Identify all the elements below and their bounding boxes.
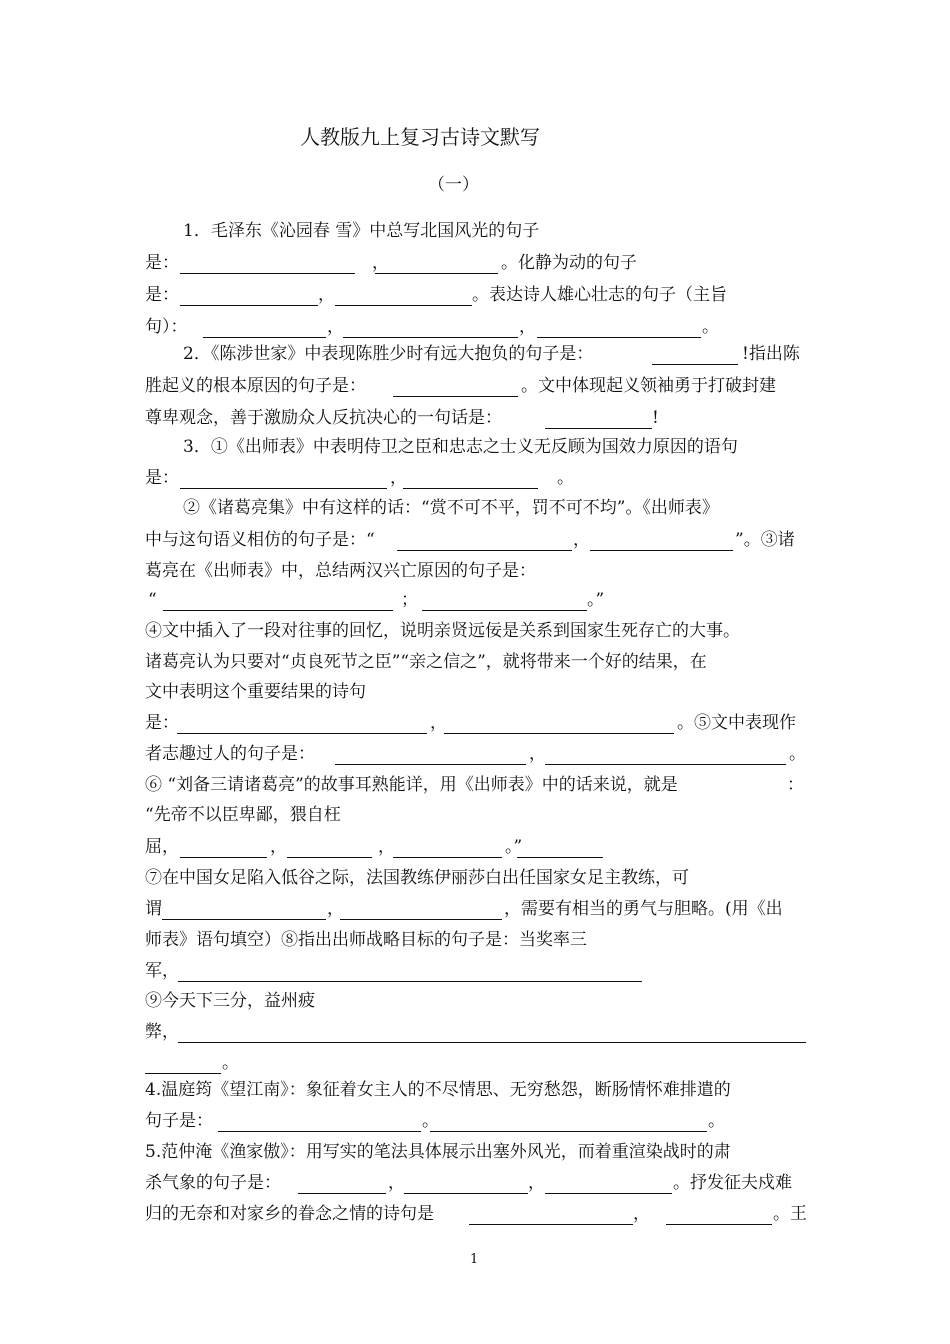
text-line: 。化静为动的句子 bbox=[501, 253, 637, 273]
answer-blank bbox=[666, 1224, 772, 1225]
text-line: ⑨今天下三分，益州疲 bbox=[145, 991, 315, 1011]
text-line: ， bbox=[388, 1173, 405, 1193]
page-number: 1 bbox=[470, 1252, 479, 1267]
text-line: “ bbox=[148, 590, 157, 610]
text-line: 。表达诗人雄心壮志的句子（主旨 bbox=[472, 285, 727, 305]
answer-blank bbox=[218, 1131, 421, 1132]
answer-blank bbox=[180, 305, 318, 306]
answer-blank bbox=[404, 1193, 528, 1194]
text-line: ， bbox=[318, 285, 335, 305]
text-line: ， bbox=[327, 899, 344, 919]
text-line: “先帝不以臣卑鄙，猥自枉 bbox=[145, 805, 341, 825]
text-line: 葛亮在《出师表》中，总结两汉兴亡原因的句子是： bbox=[145, 561, 536, 581]
text-line: 胜起义的根本原因的句子是： bbox=[145, 376, 366, 396]
text-line: 。 bbox=[789, 744, 806, 764]
text-line: !指出陈 bbox=[742, 344, 800, 364]
answer-blank bbox=[287, 857, 372, 858]
answer-blank bbox=[422, 610, 587, 611]
text-line: 。 bbox=[702, 317, 719, 337]
text-line: 军， bbox=[145, 961, 179, 981]
text-line: 谓 bbox=[145, 899, 162, 919]
answer-blank bbox=[545, 428, 652, 429]
text-line: 文中表明这个重要结果的诗句 bbox=[145, 682, 366, 702]
text-line: ， bbox=[573, 530, 590, 550]
answer-blank bbox=[444, 733, 674, 734]
text-line: 屈， bbox=[145, 837, 179, 857]
answer-blank bbox=[375, 273, 498, 274]
text-line: ， bbox=[430, 713, 447, 733]
text-line: 尊卑观念，善于激励众人反抗决心的一句话是： bbox=[145, 408, 502, 428]
answer-blank bbox=[177, 733, 427, 734]
answer-blank bbox=[180, 273, 355, 274]
text-line: ④文中插入了一段对往事的回忆，说明亲贤远佞是关系到国家生死存亡的大事。 bbox=[145, 621, 740, 641]
text-line: 。” bbox=[505, 837, 523, 857]
answer-blank bbox=[180, 857, 267, 858]
text-line: ⑦在中国女足陷入低谷之际，法国教练伊丽莎白出任国家女足主教练，可 bbox=[145, 868, 689, 888]
answer-blank bbox=[343, 337, 518, 338]
answer-blank bbox=[298, 1193, 386, 1194]
text-line: 。 bbox=[708, 1111, 725, 1131]
answer-blank bbox=[403, 488, 538, 489]
text-line: ， bbox=[378, 837, 395, 857]
answer-blank bbox=[335, 305, 472, 306]
text-line: ! bbox=[652, 408, 659, 428]
answer-blank bbox=[469, 1224, 633, 1225]
text-line: ， bbox=[528, 1173, 545, 1193]
text-line: 是： bbox=[145, 285, 179, 305]
answer-blank bbox=[545, 764, 786, 765]
text-line: 是： bbox=[145, 713, 179, 733]
text-line: 。 bbox=[222, 1053, 239, 1073]
text-line: 2．《陈涉世家》中表现陈胜少时有远大抱负的句子是： bbox=[183, 344, 594, 364]
answer-blank bbox=[652, 364, 738, 365]
answer-blank bbox=[393, 857, 502, 858]
text-line: ， bbox=[529, 744, 546, 764]
answer-blank bbox=[162, 919, 326, 920]
text-line: 。⑤文中表现作 bbox=[677, 713, 796, 733]
text-line: 。王 bbox=[773, 1204, 807, 1224]
text-line: 。文中体现起义领袖勇于打破封建 bbox=[521, 376, 776, 396]
text-line: ②《诸葛亮集》中有这样的话：“赏不可不平，罚不可不均”。《出师表》 bbox=[183, 498, 719, 518]
text-line: ”。③诸 bbox=[735, 530, 795, 550]
text-line: 归的无奈和对家乡的眷念之情的诗句是 bbox=[145, 1204, 434, 1224]
answer-blank bbox=[180, 488, 387, 489]
text-line: 5.范仲淹《渔家傲》：用写实的笔法具体展示出塞外风光，而着重渲染战时的肃 bbox=[145, 1142, 731, 1162]
answer-blank bbox=[430, 1131, 707, 1132]
text-line: 。” bbox=[587, 590, 605, 610]
text-line: 诸葛亮认为只要对“贞良死节之臣”“亲之信之”，就将带来一个好的结果，在 bbox=[145, 652, 707, 672]
text-line: ； bbox=[401, 590, 418, 610]
answer-blank bbox=[335, 764, 526, 765]
answer-blank bbox=[340, 919, 502, 920]
text-line: 句子是： bbox=[145, 1111, 213, 1131]
answer-blank bbox=[178, 981, 642, 982]
text-line: 是： bbox=[145, 468, 179, 488]
answer-blank bbox=[545, 1193, 672, 1194]
text-line: ， bbox=[633, 1204, 650, 1224]
text-line: 。 bbox=[557, 468, 574, 488]
text-line: 师表》语句填空）⑧指出出师战略目标的句子是：当奖率三 bbox=[145, 930, 587, 950]
page-title: 人教版九上复习古诗文默写 bbox=[300, 125, 540, 149]
text-line: 4.温庭筠《望江南》：象征着女主人的不尽情思、无穷愁怨，断肠情怀难排遣的 bbox=[145, 1080, 731, 1100]
answer-blank bbox=[145, 1073, 221, 1074]
text-line: 1．毛泽东《沁园春 雪》中总写北国风光的句子 bbox=[183, 221, 540, 241]
text-line: ， bbox=[519, 317, 536, 337]
text-line: 弊， bbox=[145, 1022, 179, 1042]
text-line: ，需要有相当的勇气与胆略。(用《出 bbox=[504, 899, 783, 919]
text-line: 3．①《出师表》中表明侍卫之臣和忠志之士义无反顾为国效力原因的语句 bbox=[183, 437, 738, 457]
answer-blank bbox=[537, 337, 701, 338]
answer-blank bbox=[393, 396, 518, 397]
text-line: 者志趣过人的句子是： bbox=[145, 744, 315, 764]
text-line: ⑥ “刘备三请诸葛亮”的故事耳熟能详，用《出师表》中的话来说，就是 bbox=[145, 775, 678, 795]
answer-blank bbox=[517, 857, 603, 858]
section-number: （一） bbox=[428, 175, 479, 195]
text-line: 中与这句语义相仿的句子是：“ bbox=[145, 530, 375, 550]
text-line: ， bbox=[327, 317, 344, 337]
answer-blank bbox=[590, 550, 733, 551]
answer-blank bbox=[178, 1042, 806, 1043]
text-line: 杀气象的句子是： bbox=[145, 1173, 281, 1193]
text-line: 是： bbox=[145, 253, 179, 273]
text-line: ， bbox=[372, 253, 389, 273]
text-line: ， bbox=[270, 837, 287, 857]
text-line: 。 bbox=[422, 1111, 439, 1131]
text-line: 句）： bbox=[145, 317, 188, 337]
answer-blank bbox=[163, 610, 393, 611]
text-line: 。抒发征夫戍难 bbox=[673, 1173, 792, 1193]
answer-blank bbox=[203, 337, 326, 338]
answer-blank bbox=[397, 550, 572, 551]
text-line: ， bbox=[390, 468, 407, 488]
text-line: ： bbox=[787, 775, 804, 795]
